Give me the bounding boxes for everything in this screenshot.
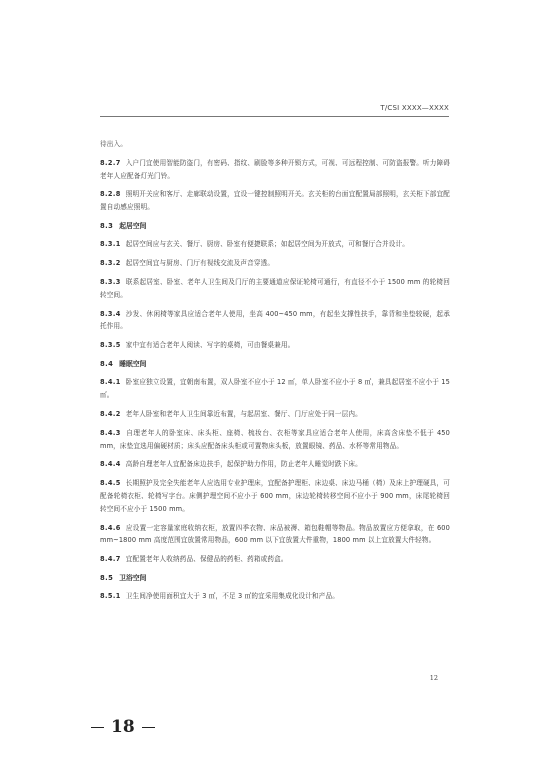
clause-paragraph	[100, 522, 450, 547]
clause-number: 8.5.1	[100, 592, 121, 601]
clause-paragraph	[100, 138, 450, 151]
clause-text: 应设置一定容量家庭收纳衣柜，放置四季衣物、床品被褥、箱包鞋帽等物品。物品放置应方便拿取，在 600 mm~1800 mm 高度范围宜放置常用物品，600 mm 以下宜放置大件重物，1800 mm 以上宜放置大件轻物。	[100, 523, 450, 545]
clause-text: 卫浴空间	[119, 574, 147, 583]
clause-text: 睡眠空间	[119, 360, 147, 369]
clause-number: 8.3.3	[100, 278, 121, 287]
standard-code: T/CSI XXXX—XXXX	[380, 104, 449, 112]
clause-number: 8.4.3	[100, 428, 121, 437]
clause-text: 宜配置老年人收纳药品、保健品的药柜、药箱或药盒。	[125, 555, 288, 564]
clause-text: 自理老年人的卧室床、床头柜、座椅、梳妆台、衣柜等家具应适合老年人使用，床高含床垫不低于 450 mm，床垫宜选用偏硬材质；床头应配备床头柜或可置物床头板，放置眼镜、药品、水杯等常用物品。	[100, 428, 450, 450]
section-heading	[100, 572, 450, 584]
clause-number: 8.2.7	[100, 158, 121, 167]
section-heading	[100, 358, 450, 370]
section-heading	[100, 220, 450, 232]
clause-number: 8.2.8	[100, 190, 121, 199]
clause-paragraph	[100, 427, 450, 452]
clause-number: 8.4.5	[100, 479, 121, 488]
clause-number: 8.3.2	[100, 259, 121, 268]
clause-paragraph	[100, 458, 450, 471]
clause-text: 卧室应独立设置，宜朝南布置，双人卧室不应小于 12 ㎡，单人卧室不应小于 8 ㎡，兼具起居室不应小于 15 ㎡。	[100, 378, 450, 400]
clause-paragraph	[100, 590, 450, 603]
clause-paragraph	[100, 339, 450, 352]
clause-paragraph	[100, 308, 450, 333]
clause-text: 待出入。	[100, 140, 127, 148]
clause-text: 卫生间净使用面积宜大于 3 ㎡，不足 3 ㎡的宜采用集成化设计和产品。	[125, 592, 340, 601]
inner-page-number: 12	[429, 674, 438, 682]
folio-number: 18	[111, 717, 135, 737]
clause-text: 高龄自理老年人宜配备床边扶手，起保护助力作用，防止老年人睡觉时跌下床。	[125, 460, 362, 469]
clause-paragraph	[100, 188, 450, 213]
clause-paragraph	[100, 257, 450, 270]
clause-number: 8.4.7	[100, 555, 121, 564]
header-divider	[100, 116, 449, 117]
clause-text: 沙发、休闲椅等家具应适合老年人使用，坐高 400~450 mm，有起坐支撑性扶手，靠背和坐垫较硬，起承托作用。	[100, 309, 450, 331]
clause-paragraph	[100, 376, 450, 401]
clause-text: 联系起居室、卧室、老年人卫生间及门厅的主要通道应保证轮椅可通行，有直径不小于 1500 mm 的轮椅回转空间。	[100, 278, 450, 299]
folio	[91, 717, 155, 737]
clause-paragraph	[100, 477, 450, 515]
clause-number: 8.3.1	[100, 240, 121, 249]
clause-text: 起居空间	[119, 222, 147, 231]
clause-number: 8.4.4	[100, 460, 121, 469]
clause-text: 起居空间应与玄关、餐厅、厨房、卧室有便捷联系；如起居空间为开放式，可和餐厅合并设计。	[125, 240, 410, 249]
clause-text: 起居空间宜与厨房、门厅有视线交流及声音穿透。	[125, 259, 275, 268]
clause-number: 8.4.1	[100, 378, 121, 387]
clause-text: 照明开关应和客厅、走廊联动设置，宜设一键控制照明开关。玄关柜的台面宜配置局部照明，玄关柜下部宜配置自动感应照明。	[100, 190, 450, 212]
clause-paragraph	[100, 553, 450, 566]
body-text	[100, 138, 450, 609]
folio-left-dash	[91, 727, 104, 728]
clause-text: 老年人卧室和老年人卫生间靠近布置，与起居室、餐厅、门厅应处于同一层内。	[125, 409, 362, 418]
clause-paragraph	[100, 408, 450, 421]
clause-number: 8.5	[100, 574, 114, 583]
clause-number: 8.3.5	[100, 341, 121, 350]
clause-number: 8.3	[100, 222, 114, 231]
clause-number: 8.4.2	[100, 409, 121, 418]
clause-paragraph	[100, 157, 450, 182]
clause-paragraph	[100, 276, 450, 301]
clause-number: 8.3.4	[100, 309, 121, 318]
clause-number: 8.4	[100, 360, 114, 369]
clause-text: 入户门宜使用智能防盗门，有密码、指纹、刷脸等多种开锁方式，可视、可远程控制、可防盗报警。听力障碍老年人应配备灯光门铃。	[100, 158, 450, 180]
folio-right-dash	[142, 727, 155, 728]
clause-number: 8.4.6	[100, 523, 121, 532]
clause-paragraph	[100, 238, 450, 251]
clause-text: 家中宜有适合老年人阅读、写字的桌椅，可由餐桌兼用。	[125, 341, 295, 350]
clause-text: 长期照护及完全失能老年人应选用专业护理床，宜配备护理柜、床边桌、床边马桶（椅）及床上护理硬具，可配备轮椅衣柜、轮椅写字台。床侧护理空间不应小于 600 mm，床边轮椅转移空间不应小于 900 mm，床尾轮椅回转空间不应小于 1500 mm。	[100, 479, 450, 513]
